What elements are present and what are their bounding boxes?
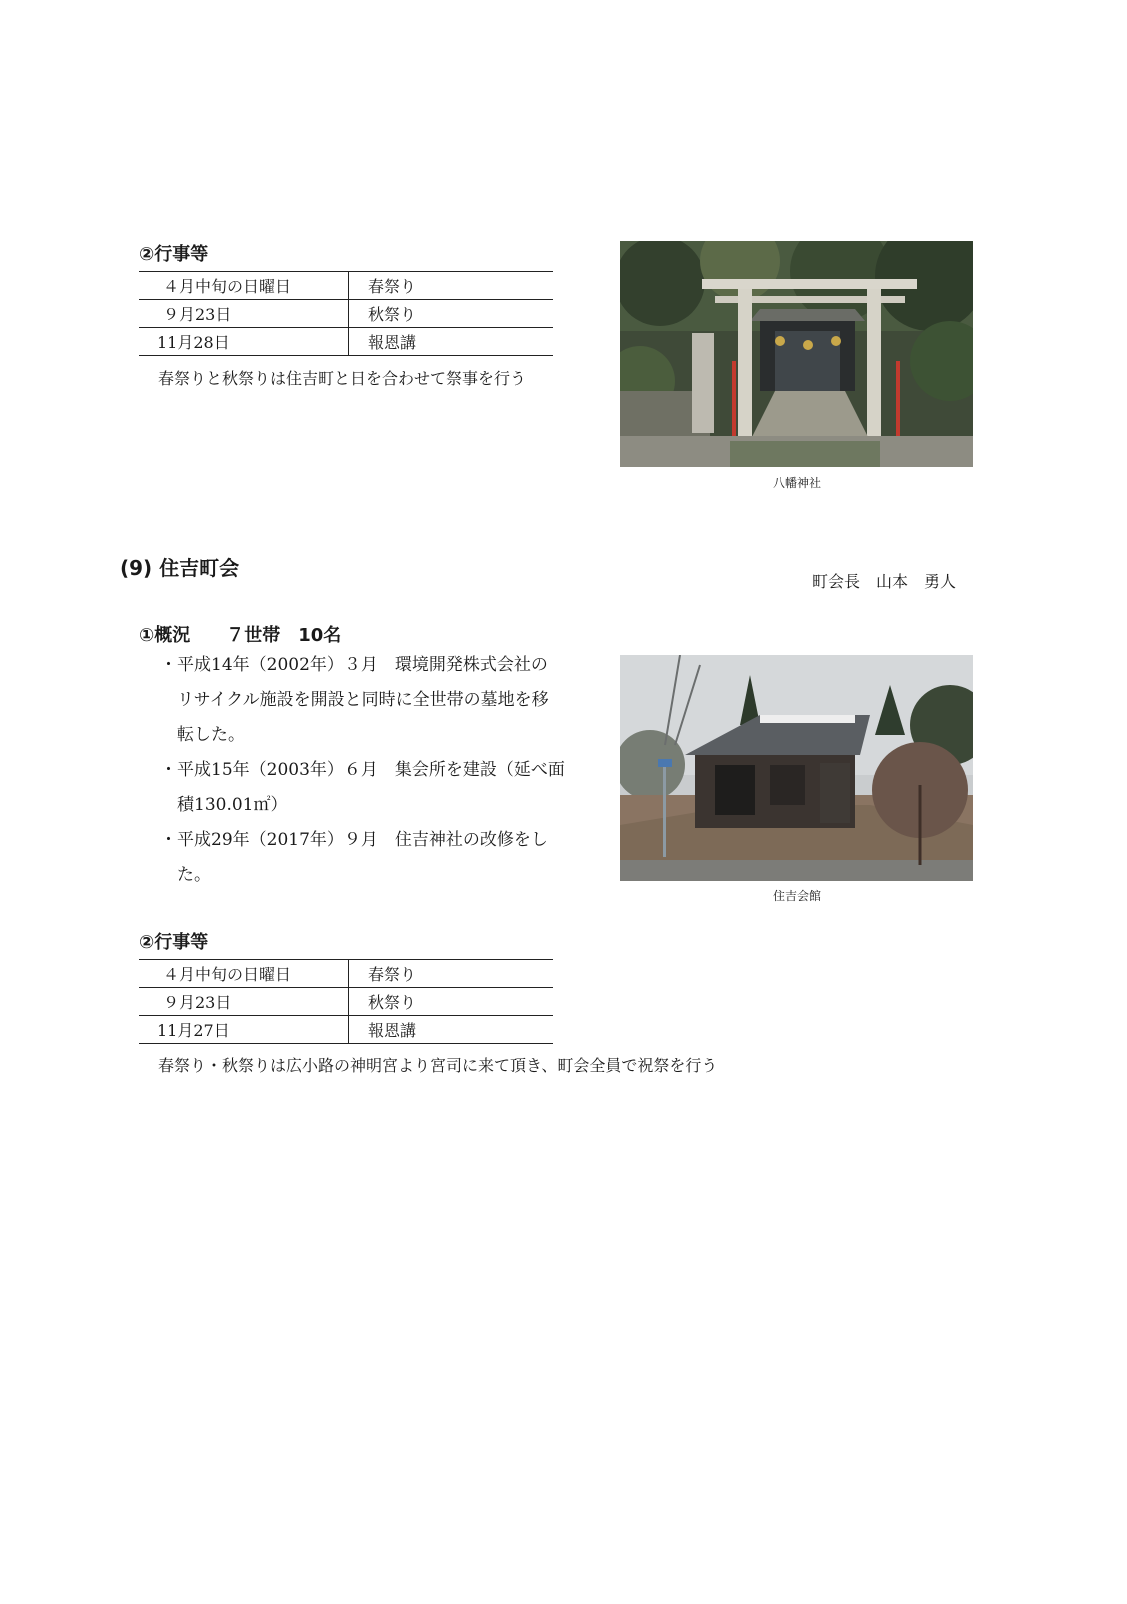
events-table — [139, 959, 553, 1044]
table-row — [139, 988, 553, 1016]
list-item-cont: た。 — [177, 865, 211, 885]
event-date: 11月28日 — [139, 328, 349, 356]
event-name: 秋祭り — [349, 300, 554, 328]
event-name: 秋祭り — [349, 988, 554, 1016]
table-row — [139, 328, 553, 356]
list-item: ・平成15年（2003年）６月 集会所を建設（延べ面 — [160, 760, 565, 780]
event-date: ４月中旬の日曜日 — [139, 272, 349, 300]
community-hall-photo-caption: 住吉会館 — [772, 889, 821, 903]
overview-list — [160, 648, 565, 893]
event-date: ９月23日 — [139, 988, 349, 1016]
event-date: ９月23日 — [139, 300, 349, 328]
events-table — [139, 271, 553, 356]
list-item-cont: リサイクル施設を開設と同時に全世帯の墓地を移 — [177, 690, 549, 710]
event-name: 報恩講 — [349, 1016, 554, 1044]
event-name: 報恩講 — [349, 328, 554, 356]
section-title: (9) 住吉町会 — [120, 556, 240, 580]
event-name: 春祭り — [349, 960, 554, 988]
event-date: 11月27日 — [139, 1016, 349, 1044]
shrine-photo — [620, 241, 973, 467]
table-row — [139, 1016, 553, 1044]
shrine-photo-caption: 八幡神社 — [772, 476, 821, 490]
list-item-cont: 転した。 — [177, 725, 245, 745]
event-name: 春祭り — [349, 272, 554, 300]
list-item-cont: 積130.01㎡） — [177, 795, 288, 815]
table-row — [139, 300, 553, 328]
events-note: 春祭りと秋祭りは住吉町と日を合わせて祭事を行う — [158, 369, 527, 388]
events-heading: ②行事等 — [139, 244, 209, 265]
event-date: ４月中旬の日曜日 — [139, 960, 349, 988]
community-hall-photo — [620, 655, 973, 881]
events-note: 春祭り・秋祭りは広小路の神明宮より宮司に来て頂き、町会全員で祝祭を行う — [158, 1056, 718, 1075]
table-row — [139, 272, 553, 300]
overview-heading: ①概況 ７世帯 10名 — [139, 625, 342, 646]
events-heading: ②行事等 — [139, 932, 209, 953]
chairman-name: 町会長 山本 勇人 — [812, 572, 957, 591]
list-item: ・平成29年（2017年）９月 住吉神社の改修をし — [160, 830, 548, 850]
list-item: ・平成14年（2002年）３月 環境開発株式会社の — [160, 655, 548, 675]
table-row — [139, 960, 553, 988]
